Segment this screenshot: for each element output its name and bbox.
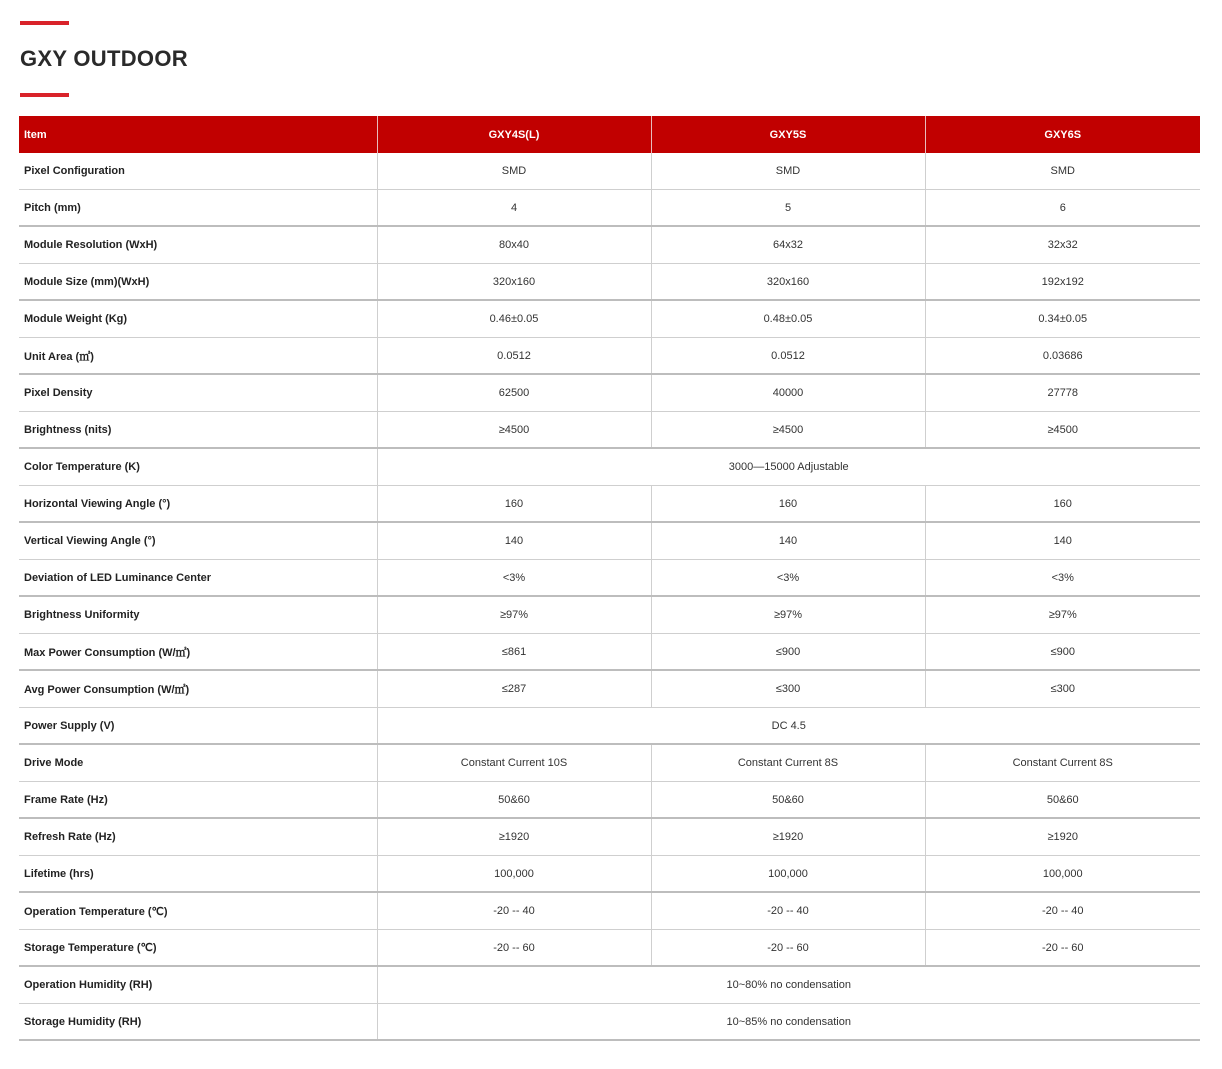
row-label: Max Power Consumption (W/㎡) (19, 634, 377, 671)
row-value: 32x32 (925, 226, 1200, 264)
row-value: ≤900 (651, 634, 925, 671)
row-value: -20 -- 60 (925, 930, 1200, 967)
row-label: Module Weight (Kg) (19, 300, 377, 338)
row-label: Brightness (nits) (19, 412, 377, 449)
row-value: 140 (925, 522, 1200, 560)
row-value: 0.0512 (377, 338, 651, 375)
table-row (19, 744, 1200, 782)
row-value: ≥97% (377, 596, 651, 634)
row-value: ≤300 (651, 670, 925, 708)
row-value: ≥4500 (651, 412, 925, 449)
title-accent-bar-bottom (20, 93, 69, 97)
table-row (19, 153, 1200, 190)
row-value: Constant Current 8S (651, 744, 925, 782)
row-value: 0.0512 (651, 338, 925, 375)
table-row (19, 930, 1200, 967)
row-label: Unit Area (㎡) (19, 338, 377, 375)
row-label: Deviation of LED Luminance Center (19, 560, 377, 597)
title-accent-bar-top (20, 21, 69, 25)
row-value: 0.48±0.05 (651, 300, 925, 338)
row-label: Lifetime (hrs) (19, 856, 377, 893)
row-value: Constant Current 8S (925, 744, 1200, 782)
table-row (19, 782, 1200, 819)
row-label: Drive Mode (19, 744, 377, 782)
table-row (19, 856, 1200, 893)
header-row (19, 116, 1200, 153)
row-value: 100,000 (377, 856, 651, 893)
table-row (19, 634, 1200, 671)
row-label: Storage Temperature (℃) (19, 930, 377, 967)
table-row (19, 486, 1200, 523)
row-value: SMD (925, 153, 1200, 190)
row-value: 160 (651, 486, 925, 523)
row-value: ≥97% (925, 596, 1200, 634)
row-value: Constant Current 10S (377, 744, 651, 782)
row-label: Frame Rate (Hz) (19, 782, 377, 819)
row-label: Storage Humidity (RH) (19, 1004, 377, 1041)
row-value: 100,000 (651, 856, 925, 893)
row-label: Refresh Rate (Hz) (19, 818, 377, 856)
table-row (19, 448, 1200, 486)
row-value: 320x160 (651, 264, 925, 301)
row-value: SMD (651, 153, 925, 190)
row-value: ≥1920 (925, 818, 1200, 856)
row-value: 80x40 (377, 226, 651, 264)
table-row (19, 892, 1200, 930)
row-label: Color Temperature (K) (19, 448, 377, 486)
row-label: Brightness Uniformity (19, 596, 377, 634)
row-value-merged: 10~85% no condensation (377, 1004, 1200, 1041)
spec-table (19, 116, 1200, 1041)
spec-table-body (19, 153, 1200, 1040)
row-value: 100,000 (925, 856, 1200, 893)
table-row (19, 560, 1200, 597)
row-value: -20 -- 60 (377, 930, 651, 967)
row-value: <3% (925, 560, 1200, 597)
row-value: <3% (377, 560, 651, 597)
row-label: Pixel Configuration (19, 153, 377, 190)
row-value-merged: 10~80% no condensation (377, 966, 1200, 1004)
table-row (19, 190, 1200, 227)
table-row (19, 596, 1200, 634)
row-value: ≥4500 (925, 412, 1200, 449)
table-row (19, 670, 1200, 708)
row-value: 320x160 (377, 264, 651, 301)
table-row (19, 300, 1200, 338)
row-value: 64x32 (651, 226, 925, 264)
row-value-merged: DC 4.5 (377, 708, 1200, 745)
row-value: 0.46±0.05 (377, 300, 651, 338)
table-row (19, 412, 1200, 449)
page-title: GXY OUTDOOR (20, 46, 188, 71)
row-value: 4 (377, 190, 651, 227)
row-value: 50&60 (377, 782, 651, 819)
row-value: 62500 (377, 374, 651, 412)
row-value: ≥4500 (377, 412, 651, 449)
row-label: Avg Power Consumption (W/㎡) (19, 670, 377, 708)
row-value: 0.03686 (925, 338, 1200, 375)
row-label: Vertical Viewing Angle (°) (19, 522, 377, 560)
row-value: 50&60 (925, 782, 1200, 819)
header-model-3: GXY6S (925, 116, 1200, 153)
row-value: SMD (377, 153, 651, 190)
row-value: ≤287 (377, 670, 651, 708)
table-row (19, 338, 1200, 375)
table-row (19, 522, 1200, 560)
row-label: Horizontal Viewing Angle (°) (19, 486, 377, 523)
row-value: ≥97% (651, 596, 925, 634)
row-value: -20 -- 40 (377, 892, 651, 930)
table-row (19, 708, 1200, 745)
row-value-merged: 3000—15000 Adjustable (377, 448, 1200, 486)
header-item: Item (19, 116, 377, 153)
row-value: -20 -- 40 (651, 892, 925, 930)
row-value: ≥1920 (651, 818, 925, 856)
row-value: <3% (651, 560, 925, 597)
row-value: ≤300 (925, 670, 1200, 708)
row-label: Module Size (mm)(WxH) (19, 264, 377, 301)
row-label: Operation Temperature (℃) (19, 892, 377, 930)
row-label: Pixel Density (19, 374, 377, 412)
row-value: -20 -- 60 (651, 930, 925, 967)
row-value: 160 (377, 486, 651, 523)
table-row (19, 1004, 1200, 1041)
row-value: ≤861 (377, 634, 651, 671)
spec-table-header (19, 116, 1200, 153)
row-value: 5 (651, 190, 925, 227)
table-row (19, 818, 1200, 856)
table-row (19, 374, 1200, 412)
header-model-2: GXY5S (651, 116, 925, 153)
row-value: 40000 (651, 374, 925, 412)
row-value: ≥1920 (377, 818, 651, 856)
row-label: Power Supply (V) (19, 708, 377, 745)
row-value: 192x192 (925, 264, 1200, 301)
row-label: Operation Humidity (RH) (19, 966, 377, 1004)
row-value: 140 (377, 522, 651, 560)
row-value: ≤900 (925, 634, 1200, 671)
row-value: -20 -- 40 (925, 892, 1200, 930)
row-label: Pitch (mm) (19, 190, 377, 227)
table-row (19, 264, 1200, 301)
row-value: 140 (651, 522, 925, 560)
row-value: 160 (925, 486, 1200, 523)
row-value: 6 (925, 190, 1200, 227)
row-label: Module Resolution (WxH) (19, 226, 377, 264)
table-row (19, 226, 1200, 264)
row-value: 0.34±0.05 (925, 300, 1200, 338)
header-model-1: GXY4S(L) (377, 116, 651, 153)
row-value: 50&60 (651, 782, 925, 819)
row-value: 27778 (925, 374, 1200, 412)
table-row (19, 966, 1200, 1004)
